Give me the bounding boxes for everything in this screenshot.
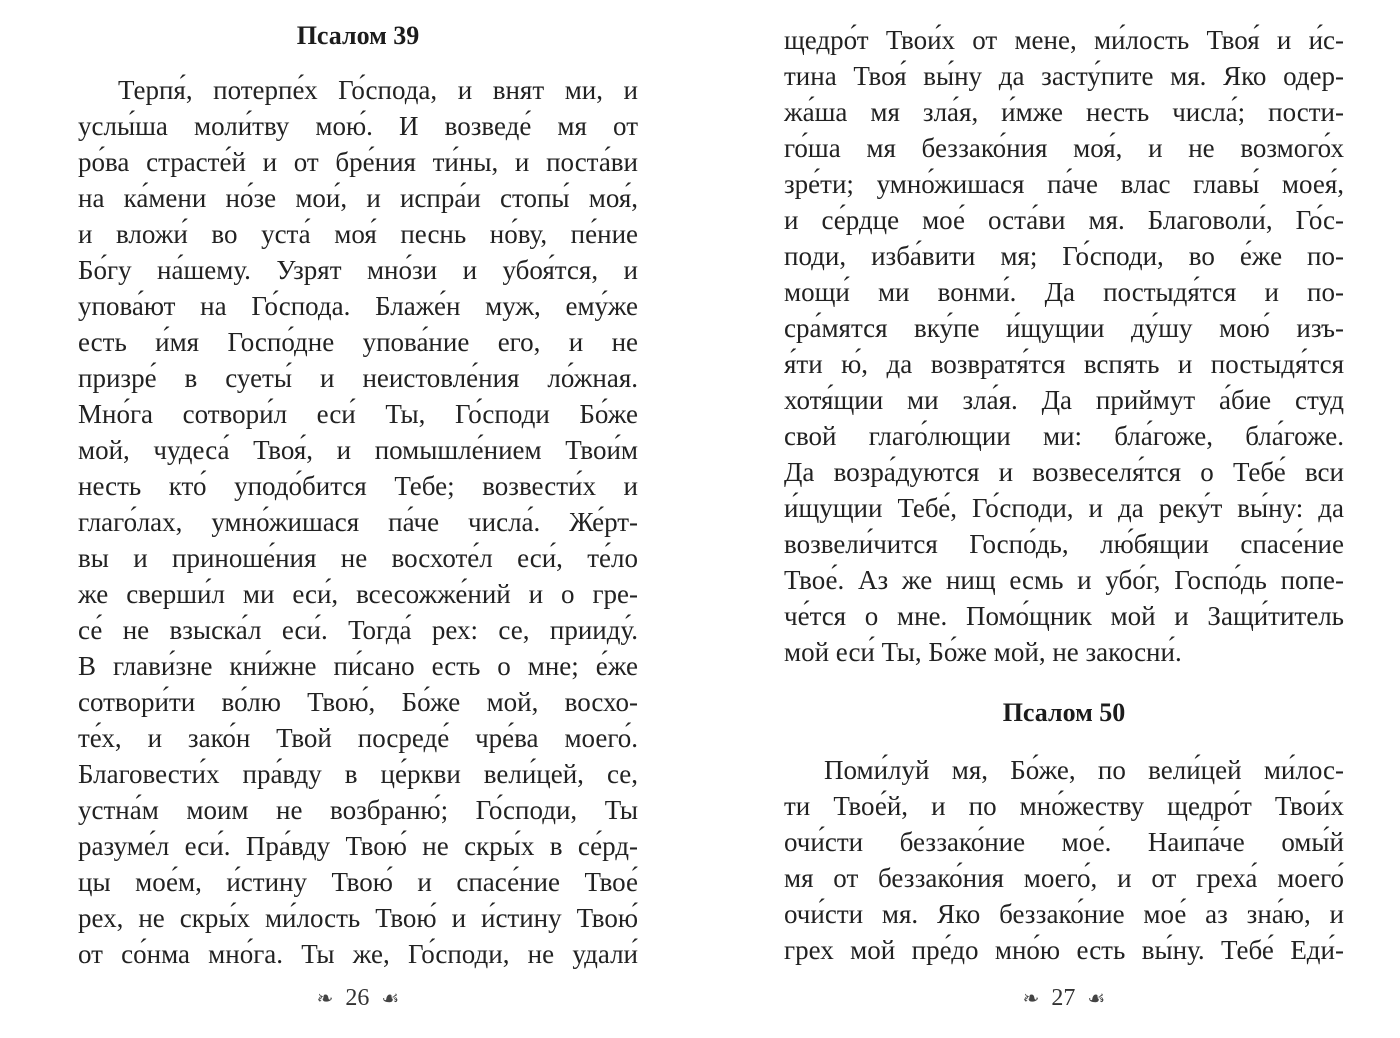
text-line: очи́сти беззако́ние мое́. Наипа́че омы́й (784, 827, 1344, 857)
text-line: мой еси́ Ты, Бо́же мой, не закосни́. (784, 637, 1182, 667)
text-line: поди, изба́вити мя; Го́споди, во е́же по- (784, 241, 1344, 271)
text-line: возвели́чится Госпо́дь, лю́бящии спасе́ние (784, 529, 1344, 559)
text-line: жа́ша мя зла́я, и́мже несть числа́; пости- (784, 97, 1344, 127)
text-line: сотвори́ти во́лю Твою́, Бо́же мой, восхо- (78, 687, 638, 717)
text-line: цы мое́м, и́стину Твою́ и спасе́ние Твое́ (78, 867, 638, 897)
text-line: Терпя́, потерпе́х Го́спода, и внят ми, и (118, 75, 638, 105)
text-line: Благовести́х пра́вду в це́ркви вели́цей, се, (78, 759, 638, 789)
ornament-left-icon: ❧ (1022, 988, 1040, 1011)
text-line: Твое́. Аз же нищ есмь и убо́г, Госпо́дь попе- (784, 565, 1344, 595)
ornament-left-icon: ❧ (316, 988, 334, 1011)
text-line: че́тся о мне. Помо́щник мой и Защи́титель (784, 601, 1344, 631)
text-line: щедро́т Твои́х от мене, ми́лость Твоя́ и и́с- (784, 25, 1344, 55)
page-number-footer (784, 982, 1344, 1015)
text-line: грех мой пре́до мно́ю есть вы́ну. Тебе́ Еди́- (784, 935, 1344, 965)
text-line: Поми́луй мя, Бо́же, по вели́цей ми́лос- (824, 755, 1344, 785)
text-line: и́щущии Тебе́, Го́споди, и да реку́т вы́ну: да (784, 493, 1344, 523)
psalm-39-heading: Псалом 39 (296, 21, 420, 50)
psalm-39-text (78, 72, 638, 972)
psalm-39-continuation (784, 22, 1344, 670)
text-line: Да возра́дуются и возвеселя́тся о Тебе́ вси (784, 457, 1344, 487)
text-line: очи́сти мя. Яко беззако́ние мое́ аз зна́ю, и (784, 899, 1344, 929)
text-line: и вложи́ во уста́ моя́ песнь но́ву, пе́ние (78, 219, 638, 249)
text-line: мя от беззако́ния моего́, и от греха́ моего́ (784, 863, 1344, 893)
text-line: сра́мятся вку́пе и́щущии ду́шу мою́ изъ- (784, 313, 1344, 343)
text-line: Мно́га сотвори́л еси́ Ты, Го́споди Бо́же (78, 399, 638, 429)
text-line: хотя́щии ми зла́я. Да приймут а́бие студ (784, 385, 1344, 415)
text-line: упова́ют на Го́спода. Блаже́н муж, ему́же (78, 291, 638, 321)
psalm-50-heading: Псалом 50 (1002, 698, 1126, 727)
text-line: го́ша мя беззако́ния моя́, и не возмого́х (784, 133, 1344, 163)
text-line: се́ не взыска́л еси́. Тогда́ рех: се, прииду́. (78, 615, 638, 645)
text-line: тина Твоя́ вы́ну да засту́пите мя. Яко одер- (784, 61, 1344, 91)
text-line: рех, не скры́х ми́лость Твою́ и и́стину Твою́ (78, 903, 638, 933)
text-line: свой глаго́лющии ми: бла́гоже, бла́гоже. (784, 421, 1344, 451)
text-line: Бо́гу на́шему. Узрят мно́зи и убоя́тся, и (78, 255, 638, 285)
text-line: от со́нма мно́га. Ты же, Го́споди, не удали́ (78, 939, 638, 969)
text-line: ро́ва страсте́й и от бре́ния ти́ны, и поста́ви (78, 147, 638, 177)
text-line: мощи́ ми вонми́. Да постыдя́тся и по- (784, 277, 1344, 307)
text-line: В глави́зне кни́жне пи́сано есть о мне; е́же (78, 651, 638, 681)
text-line: разуме́л еси́. Пра́вду Твою́ не скры́х в се́рд- (78, 831, 638, 861)
right-page (784, 0, 1344, 1038)
text-line: призре́ в суеты́ и неистовле́ния ло́жная. (78, 363, 638, 393)
text-line: есть и́мя Госпо́дне упова́ние его, и не (78, 327, 638, 357)
text-line: несть кто́ уподо́бится Тебе; возвести́х и (78, 471, 638, 501)
text-line: те́х, и зако́н Твой посреде́ чре́ва моего́. (78, 723, 638, 753)
page-number: 26 (345, 985, 370, 1011)
psalm-50-text (784, 752, 1344, 968)
text-line: услы́ша моли́тву мою́. И возведе́ мя от (78, 111, 638, 141)
left-page (78, 0, 638, 1038)
text-line: мой, чудеса́ Твоя́, и помышле́нием Твои́м (78, 435, 638, 465)
text-line: же сверши́л ми еси́, всесожже́ний и о гре- (78, 579, 638, 609)
text-line: устна́м моим не возбраню́; Го́споди, Ты (78, 795, 638, 825)
text-line: и се́рдце мое́ оста́ви мя. Благоволи́, Го́с- (784, 205, 1344, 235)
page-number-footer (78, 982, 638, 1015)
text-line: вы и приноше́ния не восхоте́л еси́, те́ло (78, 543, 638, 573)
text-line: зре́ти; умно́жишася па́че влас главы́ моея́, (784, 169, 1344, 199)
text-line: ти Твое́й, и по мно́жеству щедро́т Твои́х (784, 791, 1344, 821)
ornament-right-icon: ☙ (381, 988, 400, 1011)
text-line: я́ти ю́, да возвратя́тся вспять и постыдя́тся (784, 349, 1344, 379)
text-line: на ка́мени но́зе мои́, и испра́и стопы́ моя́, (78, 183, 638, 213)
text-line: глаго́лах, умно́жишася па́че числа́. Же́рт- (78, 507, 638, 537)
page-number: 27 (1051, 985, 1076, 1011)
ornament-right-icon: ☙ (1087, 988, 1106, 1011)
